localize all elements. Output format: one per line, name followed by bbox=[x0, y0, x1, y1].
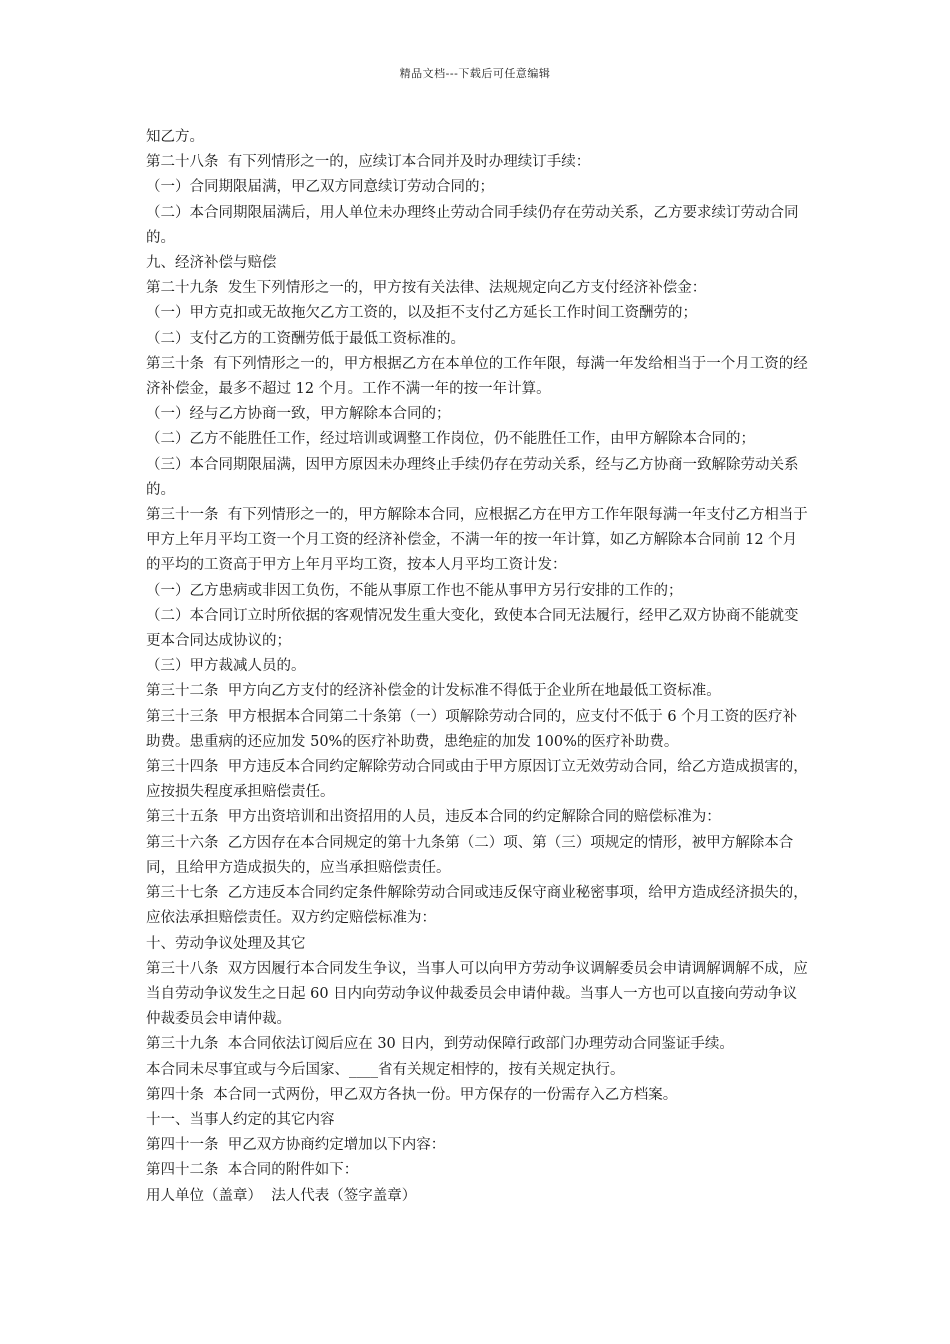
section-heading-11: 十一、当事人约定的其它内容 bbox=[146, 1111, 335, 1128]
section-heading-10: 十、劳动争议处理及其它 bbox=[146, 935, 306, 952]
document-body bbox=[146, 125, 810, 1209]
article-42: 第四十二条 本合同的附件如下： bbox=[146, 1162, 359, 1179]
article-28: 第二十八条 有下列情形之一的，应续订本合同并及时办理续订手续： bbox=[146, 154, 591, 171]
list-item: （二）乙方不能胜任工作，经过培训或调整工作岗位，仍不能胜任工作，由甲方解除本合同的； bbox=[146, 431, 755, 448]
list-item: （二）本合同期限届满后，用人单位未办理终止劳动合同手续仍存在劳动关系，乙方要求续订劳动合同的。 bbox=[146, 204, 799, 246]
article-35: 第三十五条 甲方出资培训和出资招用的人员，违反本合同的约定解除合同的赔偿标准为： bbox=[146, 809, 721, 826]
article-34: 第三十四条 甲方违反本合同约定解除劳动合同或由于甲方原因订立无效劳动合同，给乙方造成损害的，应按损失程度承担赔偿责任。 bbox=[146, 759, 808, 801]
list-item: （三）本合同期限届满，因甲方原因未办理终止手续仍存在劳动关系，经与乙方协商一致解除劳动关系的。 bbox=[146, 456, 799, 498]
section-heading-9: 九、经济补偿与赔偿 bbox=[146, 255, 277, 272]
article-30: 第三十条 有下列情形之一的，甲方根据乙方在本单位的工作年限，每满一年发给相当于一个月工资的经济补偿金，最多不超过 12 个月。工作不满一年的按一年计算。 bbox=[146, 355, 808, 398]
article-36: 第三十六条 乙方因存在本合同规定的第十九条第（二）项、第（三）项规定的情形，被甲方解除本合同，且给甲方造成损失的，应当承担赔偿责任。 bbox=[146, 834, 794, 876]
list-item: （二）本合同订立时所依据的客观情况发生重大变化，致使本合同无法履行，经甲乙双方协商不能就变更本合同达成协议的； bbox=[146, 607, 799, 650]
article-33: 第三十三条 甲方根据本合同第二十条第（一）项解除劳动合同的，应支付不低于 6 个月工资的医疗补助费。患重病的还应加发 50%的医疗补助费，患绝症的加发 100%的医疗补助费。 bbox=[146, 708, 798, 750]
page-header: 精品文档---下载后可任意编辑 bbox=[399, 67, 551, 80]
list-item: （一）经与乙方协商一致，甲方解除本合同的； bbox=[146, 406, 451, 423]
article-41: 第四十一条 甲乙双方协商约定增加以下内容： bbox=[146, 1137, 446, 1154]
signature-line: 用人单位（盖章） 法人代表（签字盖章） bbox=[146, 1187, 417, 1204]
article-31: 第三十一条 有下列情形之一的，甲方解除本合同，应根据乙方在甲方工作年限每满一年支付乙方相当于甲方上年月平均工资一个月工资的经济补偿金，不满一年的按一年计算，如乙方解除本合同前 12 个月的平均的工资高于甲方上年月平均工资，按本人月平均工资计发： bbox=[146, 507, 808, 574]
list-item: （一）甲方克扣或无故拖欠乙方工资的，以及拒不支付乙方延长工作时间工资酬劳的； bbox=[146, 305, 697, 322]
paragraph: 本合同未尽事宜或与今后国家、____省有关规定相悖的，按有关规定执行。 bbox=[146, 1061, 625, 1078]
list-item: （二）支付乙方的工资酬劳低于最低工资标准的。 bbox=[146, 330, 465, 347]
paragraph: 知乙方。 bbox=[146, 129, 204, 145]
article-29: 第二十九条 发生下列情形之一的，甲方按有关法律、法规规定向乙方支付经济补偿金： bbox=[146, 280, 707, 297]
article-37: 第三十七条 乙方违反本合同约定条件解除劳动合同或违反保守商业秘密事项，给甲方造成经济损失的，应依法承担赔偿责任。双方约定赔偿标准为： bbox=[146, 885, 808, 927]
article-38: 第三十八条 双方因履行本合同发生争议，当事人可以向甲方劳动争议调解委员会申请调解调解不成，应当自劳动争议发生之日起 60 日内向劳动争议仲裁委员会申请仲裁。当事人一方也可以直接向劳动争议仲裁委员会申请仲裁。 bbox=[146, 960, 808, 1028]
article-32: 第三十二条 甲方向乙方支付的经济补偿金的计发标准不得低于企业所在地最低工资标准。 bbox=[146, 683, 721, 700]
list-item: （三）甲方裁减人员的。 bbox=[146, 658, 306, 675]
article-40: 第四十条 本合同一式两份，甲乙双方各执一份。甲方保存的一份需存入乙方档案。 bbox=[146, 1086, 678, 1103]
list-item: （一）乙方患病或非因工负伤，不能从事原工作也不能从事甲方另行安排的工作的； bbox=[146, 582, 683, 599]
list-item: （一）合同期限届满，甲乙双方同意续订劳动合同的； bbox=[146, 179, 494, 196]
article-39: 第三十九条 本合同依法订阅后应在 30 日内，到劳动保障行政部门办理劳动合同鉴证手续。 bbox=[146, 1036, 734, 1053]
